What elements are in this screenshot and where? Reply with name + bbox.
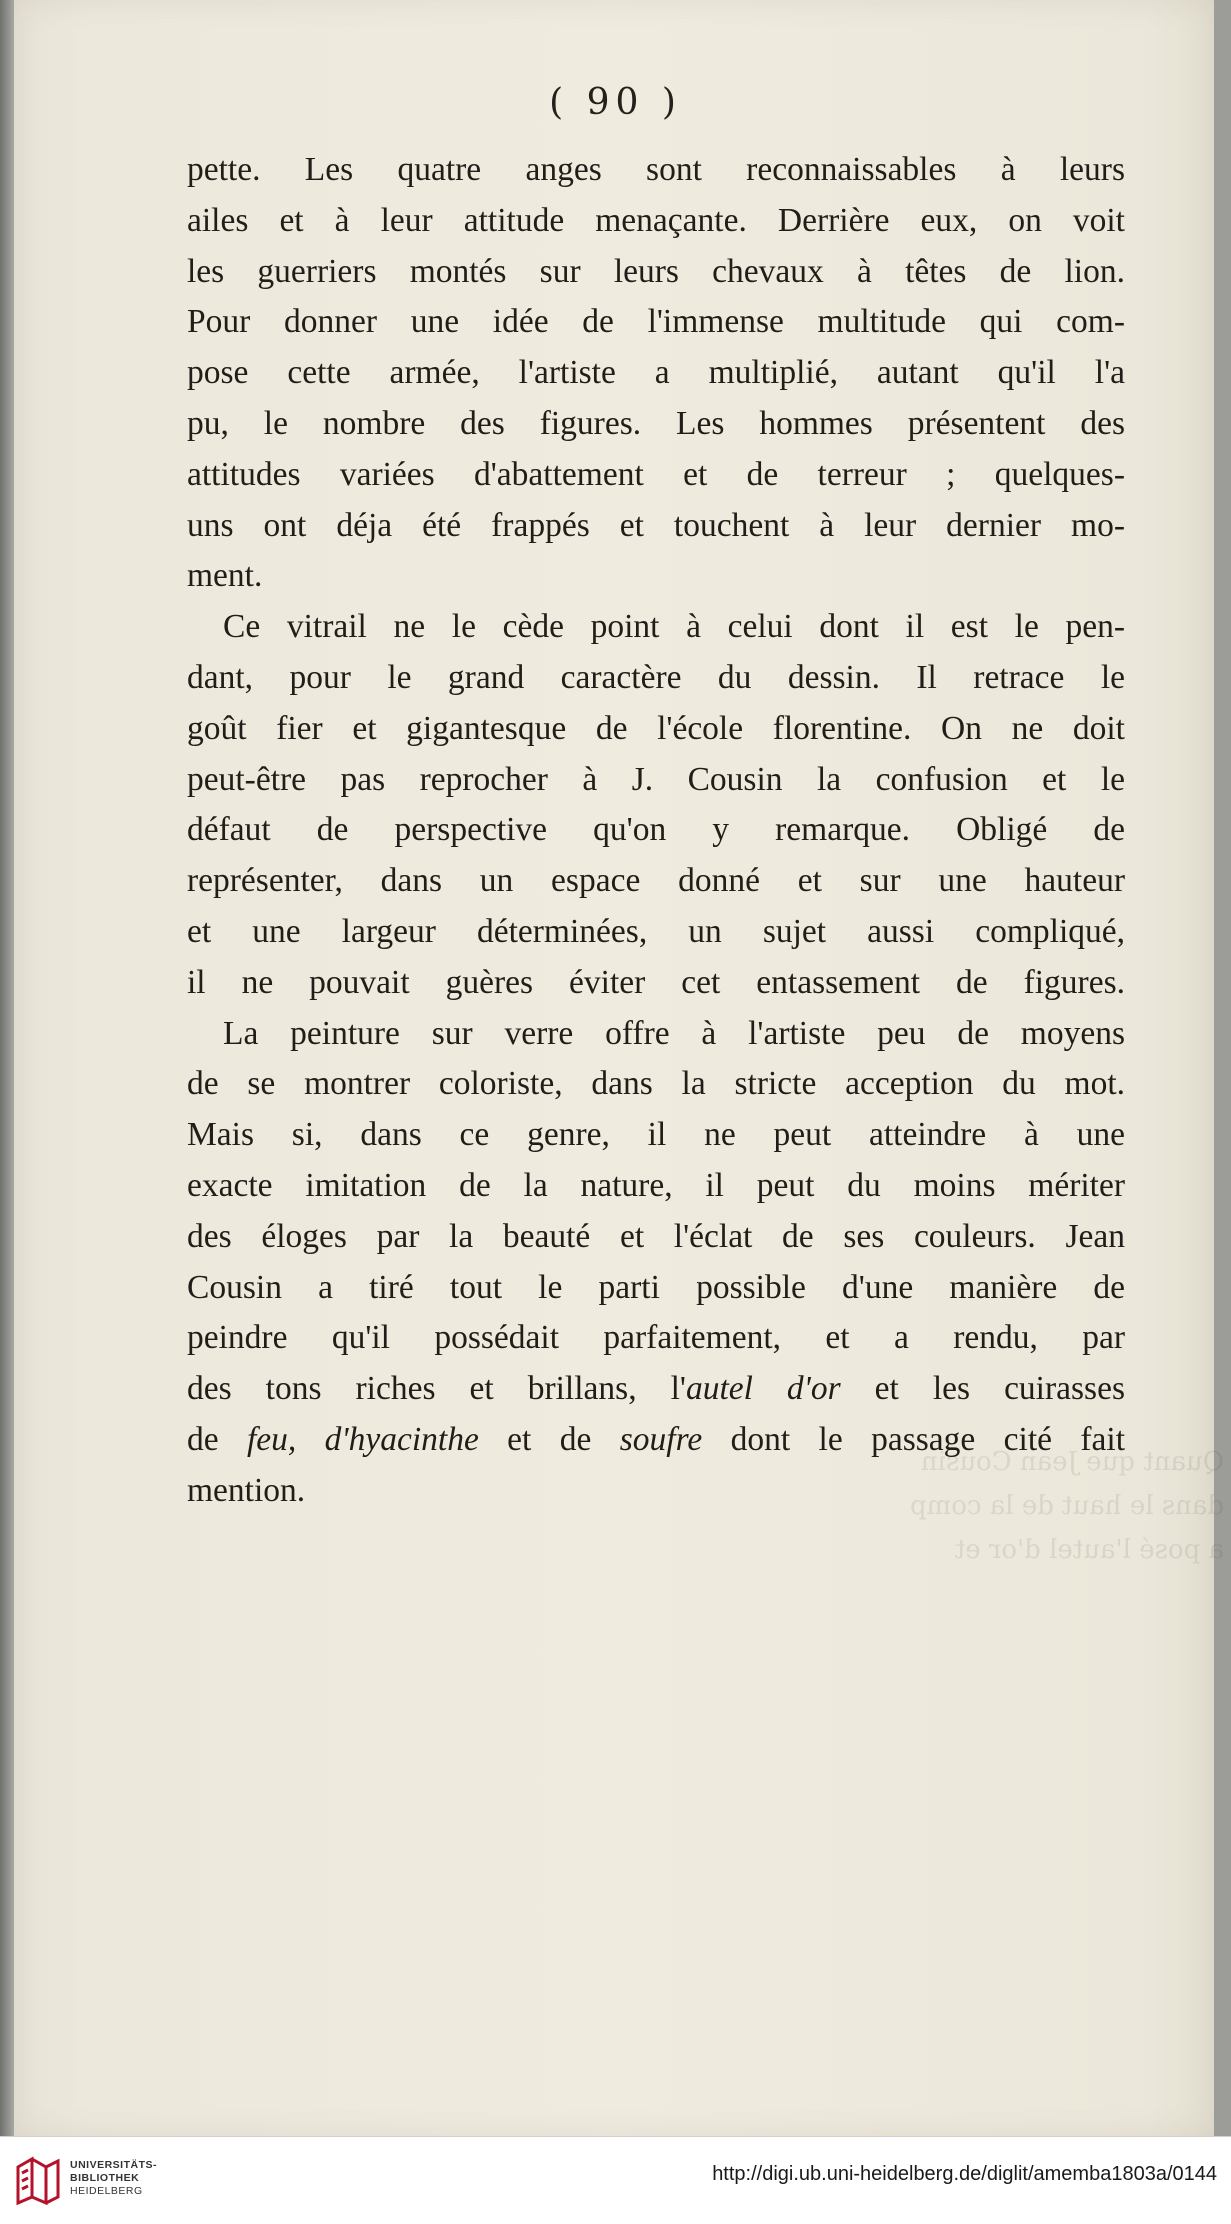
text-line: mention.: [187, 1471, 306, 1509]
text-line: Ce vitrail ne le cède point à celui dont il est le pen-: [223, 608, 1125, 646]
text-line: pose cette armée, l'artiste a multiplié, autant qu'il l'a: [187, 354, 1125, 392]
text-line: exacte imitation de la nature, il peut du moins mériter: [187, 1166, 1125, 1204]
text-run: et les cuirasses: [840, 1370, 1125, 1408]
text-line: pu, le nombre des figures. Les hommes présentent des: [187, 404, 1125, 442]
text-line: Mais si, dans ce genre, il ne peut atteindre à une: [187, 1116, 1125, 1154]
body-text: [187, 145, 1125, 1517]
text-line: La peinture sur verre offre à l'artiste peu de moyens: [223, 1014, 1125, 1052]
library-name-line: HEIDELBERG: [70, 2185, 143, 2197]
book-edge: [0, 0, 14, 2136]
text-line: de se montrer coloriste, dans la stricte acception du mot.: [187, 1065, 1125, 1103]
text-run: de: [187, 1420, 247, 1458]
text-line: uns ont déja été frappés et touchent à leur dernier mo-: [187, 506, 1125, 544]
text-run: et de: [478, 1420, 620, 1458]
footer-bar: [0, 2136, 1231, 2224]
text-line: représenter, dans un espace donné et sur une hauteur: [187, 862, 1125, 900]
library-name: [70, 2159, 157, 2198]
text-line: dant, pour le grand caractère du dessin. Il retrace le: [187, 658, 1125, 696]
text-line: Cousin a tiré tout le parti possible d'une manière de: [187, 1268, 1125, 1306]
italic-phrase: soufre: [619, 1420, 703, 1458]
text-line: goût fier et gigantesque de l'école florentine. On ne doit: [187, 709, 1125, 747]
permalink-url[interactable]: http://digi.ub.uni-heidelberg.de/diglit/amemba1803a/0144: [712, 2163, 1217, 2185]
text-run: des tons riches et brillans, l': [187, 1370, 686, 1408]
italic-phrase: feu, d'hyacinthe: [247, 1420, 479, 1458]
text-line: Pour donner une idée de l'immense multitude qui com-: [187, 303, 1125, 341]
text-line: les guerriers montés sur leurs chevaux à têtes de lion.: [187, 252, 1125, 290]
show-through-text: Quant que Jean Cousin dans le haut de la comp a posé l'autel d'or et: [909, 1447, 1224, 1565]
library-name-line: UNIVERSITÄTS-: [70, 2159, 158, 2171]
text-line: [187, 1364, 1125, 1415]
text-line: ailes et à leur attitude menaçante. Derrière eux, on voit: [187, 201, 1125, 239]
italic-phrase: autel d'or: [685, 1370, 841, 1408]
text-line: défaut de perspective qu'on y remarque. Obligé de: [187, 811, 1125, 849]
text-line: attitudes variées d'abattement et de terreur ; quelques-: [187, 455, 1125, 493]
text-line: pette. Les quatre anges sont reconnaissables à leurs: [187, 151, 1125, 188]
text-line: peut-être pas reprocher à J. Cousin la confusion et le: [187, 760, 1125, 798]
text-run: dont le passage cité fait: [702, 1420, 1126, 1458]
text-line: [187, 1415, 1125, 1466]
text-line: et une largeur déterminées, un sujet aussi compliqué,: [187, 912, 1125, 950]
text-line: ment.: [187, 557, 263, 595]
library-name-line: BIBLIOTHEK: [70, 2172, 140, 2184]
page-number: ( 90 ): [549, 82, 682, 123]
text-line: il ne pouvait guères éviter cet entassement de figures.: [187, 963, 1125, 1001]
text-line: peindre qu'il possédait parfaitement, et a rendu, par: [187, 1319, 1125, 1357]
text-line: des éloges par la beauté et l'éclat de ses couleurs. Jean: [187, 1217, 1125, 1255]
library-logo-icon: [12, 2153, 64, 2209]
